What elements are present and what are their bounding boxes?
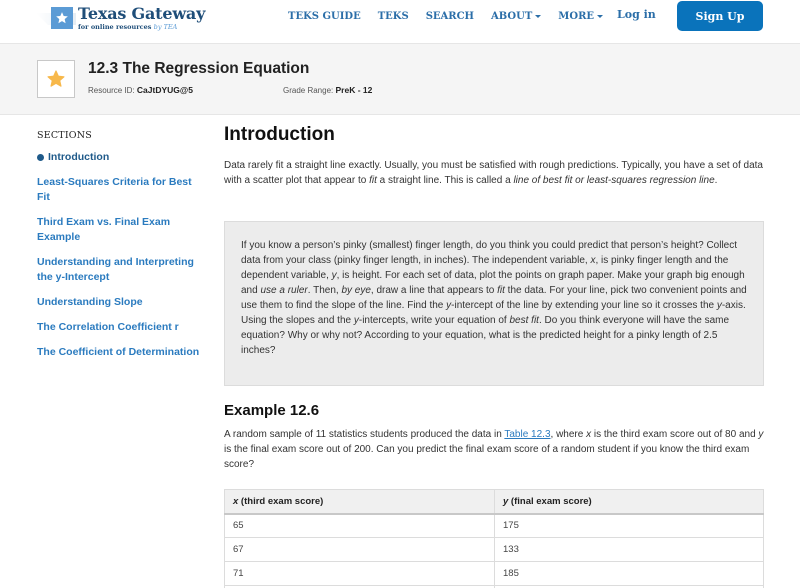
resource-header [0,43,800,115]
callout-text [241,238,747,358]
caret-down-icon [535,15,541,18]
main-content [224,124,764,579]
nav-teks-label: TEKS [377,10,409,22]
section-heading: Introduction [224,124,335,145]
sidebar-item-third-exam[interactable] [37,215,207,245]
callout-span: the data. For your line, pick two convenient points and use them to find the slope of the line. Find the [241,285,747,311]
login-link[interactable]: Log in [617,8,656,21]
intro-fit: fit [369,175,377,186]
table-cell: 175 [495,514,764,538]
logo-subtitle [78,24,205,31]
sections-sidebar [37,130,207,370]
callout-var: y [716,300,722,311]
callout-span: , is pinky finger length and the dependent variable, [241,255,729,281]
intro-text: a straight line. This is called a [376,175,514,186]
nav-more-label: MORE [558,10,595,22]
column-var: x [233,495,239,507]
table-cell: 185 [495,562,764,586]
column-var: y [503,495,509,507]
resource-id-label: Resource ID: [88,86,135,95]
nav-teks[interactable] [378,11,409,22]
resource-id-value: CaJtDYUG@5 [136,85,193,95]
sidebar-item-label: Introduction [48,151,110,163]
sections-heading: SECTIONS [37,130,93,141]
favorite-button[interactable] [37,60,75,98]
nav-links [288,0,620,32]
grade-range [283,85,372,95]
example-title: Example 12.6 [224,402,320,419]
callout-span: . Then, [307,285,342,296]
table-12-3-link[interactable]: Table 12.3 [504,429,551,440]
column-label: (final exam score) [508,495,592,507]
example-var: y [758,429,764,440]
caret-down-icon [597,15,603,18]
callout-var: x [590,255,596,266]
top-navigation [0,0,800,40]
column-header-x [225,490,495,514]
callout-span: If you know a person’s pinky (smallest) finger length, do you think you could predict that person’s height? Collect data from your class (pinky finger length, in inches). The independent variable, [241,240,738,266]
sidebar-item-slope[interactable] [37,295,207,310]
activity-callout [224,221,764,386]
sidebar-item-label: The Coefficient of Determination [37,346,200,358]
callout-var: y [446,300,452,311]
exam-score-table [224,489,764,588]
column-label: (third exam score) [238,495,324,507]
table-cell: 67 [225,538,495,562]
sidebar-item-correlation[interactable] [37,320,207,335]
example-text: is the final exam score out of 200. Can you predict the final exam score of a random student if you know the third exam score? [224,444,750,470]
logo-subtitle-text: for online resources [78,22,152,31]
sidebar-item-label: Understanding and Interpreting the y-Intercept [37,256,194,283]
callout-span: , draw a line that appears to [370,285,498,296]
callout-span: , is height. For each set of data, plot the points on graph paper. Make your graph big enough and [241,270,745,296]
texas-gateway-logo[interactable] [36,3,205,33]
table-row [225,538,764,562]
callout-em: use a ruler [260,285,308,296]
resource-title: 12.3 The Regression Equation [88,60,310,77]
nav-about-label: ABOUT [491,10,533,22]
sidebar-item-y-intercept[interactable] [37,255,207,285]
callout-span: . Do you think everyone will have the same equation? Why or why not? According to your equation, what is the predicted height for a pinky length of 2.5 inches? [241,315,730,356]
sidebar-item-label: The Correlation Coefficient r [37,321,179,333]
nav-about-dropdown[interactable] [491,11,541,22]
example-paragraph [224,427,764,472]
nav-teks-guide-label: TEKS GUIDE [288,10,361,22]
callout-em: by eye [341,285,371,296]
callout-em: fit [497,285,505,296]
nav-more-dropdown[interactable] [558,11,603,22]
sidebar-item-label: Understanding Slope [37,296,143,308]
signup-button[interactable] [677,1,763,31]
logo-by-tea: by TEA [153,22,178,31]
logo-title: Texas Gateway [78,3,206,23]
intro-term: line of best fit or least-squares regression line [513,175,715,186]
table-row [225,514,764,538]
table-header-row [225,490,764,514]
signup-label: Sign Up [695,9,745,23]
column-header-y [495,490,764,514]
nav-search[interactable] [426,11,474,22]
sidebar-item-least-squares[interactable] [37,175,207,205]
callout-span: -intercept of the line by extending your line so it crosses the [451,300,717,311]
callout-var: y [331,270,337,281]
sidebar-item-label: Least-Squares Criteria for Best Fit [37,176,192,203]
example-var: x [586,429,592,440]
callout-em: best fit [509,315,539,326]
intro-paragraph [224,158,764,188]
intro-text: Data rarely fit a straight line exactly. Usually, you must be satisfied with rough predictions. Typically, you have a set of data with a scatter plot that appear to [224,160,763,186]
sidebar-item-introduction[interactable] [37,150,207,165]
example-text: is the third exam score out of 80 and [591,429,759,440]
table-cell: 65 [225,514,495,538]
active-dot-icon [37,154,44,161]
callout-span: -axis. Using the slopes and the [241,300,746,326]
example-text: , where [550,429,587,440]
grade-range-label: Grade Range: [283,86,334,95]
table-cell: 133 [495,538,764,562]
callout-var: y [353,315,359,326]
intro-text: . [714,175,718,186]
resource-id [88,85,193,95]
sidebar-item-determination[interactable] [37,345,207,360]
grade-range-value: PreK - 12 [335,85,373,95]
nav-teks-guide[interactable] [288,11,361,22]
logo-star-icon [51,7,73,29]
example-text: A random sample of 11 statistics students produced the data in [224,429,505,440]
sidebar-item-label: Third Exam vs. Final Exam Example [37,216,171,243]
nav-search-label: SEARCH [425,10,475,22]
table-cell: 71 [225,562,495,586]
callout-span: -intercepts, write your equation of [358,315,510,326]
table-row [225,562,764,586]
star-icon [46,69,66,89]
